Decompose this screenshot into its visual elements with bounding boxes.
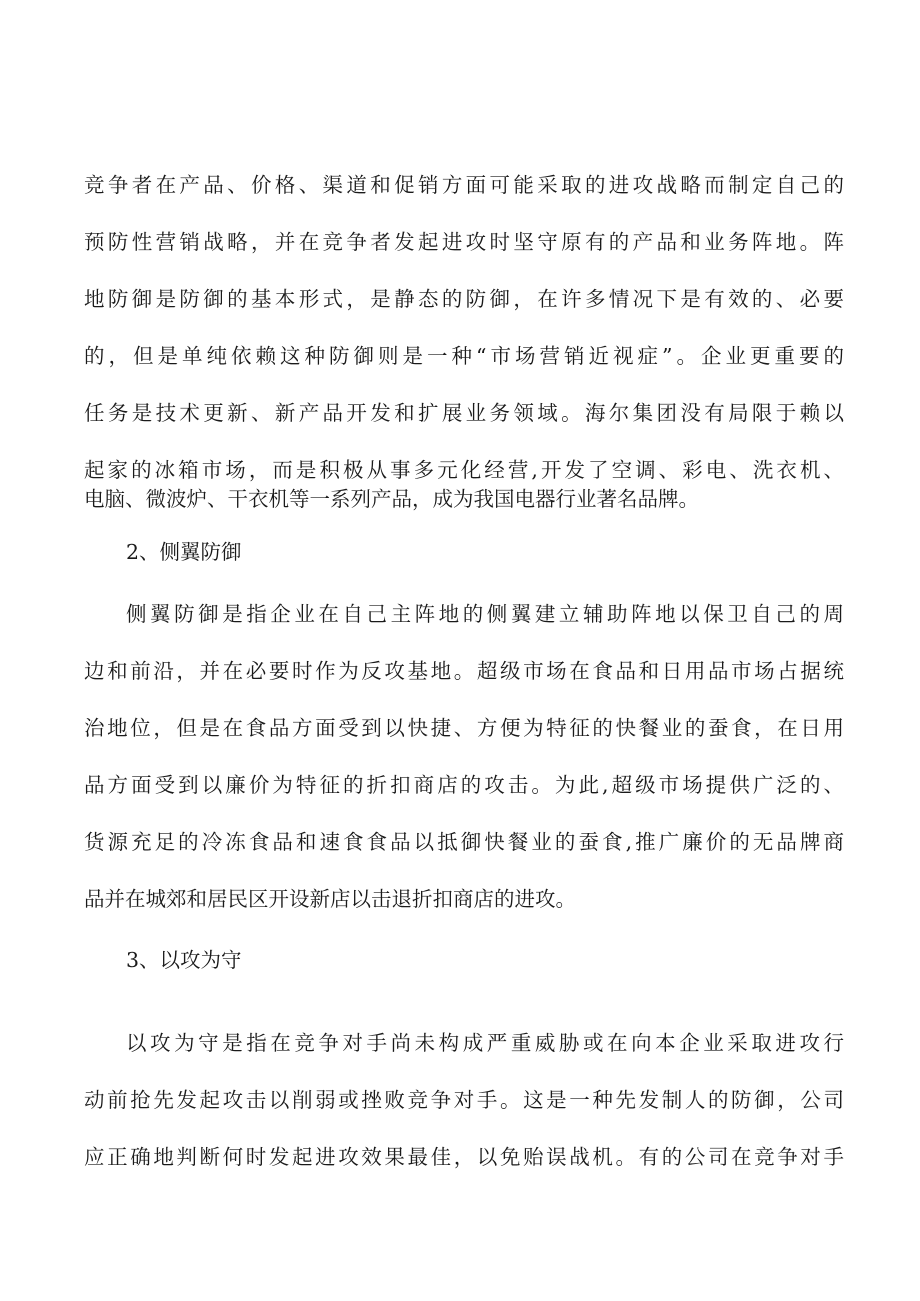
section-3-heading: 3、以攻为守	[126, 948, 242, 972]
text-line: 以攻为守是指在竞争对手尚未构成严重威胁或在向本企业采取进攻行	[126, 1031, 844, 1055]
text-line: 边和前沿，并在必要时作为反攻基地。超级市场在食品和日用品市场占据统	[84, 659, 844, 683]
section-2-heading: 2、侧翼防御	[126, 540, 242, 564]
text-line: 的，但是单纯依赖这种防御则是一种“市场营销近视症”。企业更重要的	[84, 344, 844, 368]
text-line: 起家的冰箱市场，而是积极从事多元化经营,开发了空调、彩电、洗衣机、	[84, 458, 844, 482]
text-line: 货源充足的冷冻食品和速食食品以抵御快餐业的蚕食,推广廉价的无品牌商	[84, 830, 844, 854]
text-line: 品方面受到以廉价为特征的折扣商店的攻击。为此,超级市场提供广泛的、	[84, 773, 844, 797]
text-line: 电脑、微波炉、干衣机等一系列产品，成为我国电器行业著名品牌。	[84, 487, 699, 511]
text-line: 侧翼防御是指企业在自己主阵地的侧翼建立辅助阵地以保卫自己的周	[126, 602, 844, 626]
text-line: 地防御是防御的基本形式，是静态的防御，在许多情况下是有效的、必要	[84, 287, 844, 311]
text-line: 品并在城郊和居民区开设新店以击退折扣商店的进攻。	[84, 887, 576, 911]
text-line: 预防性营销战略，并在竞争者发起进攻时坚守原有的产品和业务阵地。阵	[84, 230, 844, 254]
text-line: 应正确地判断何时发起进攻效果最佳，以免贻误战机。有的公司在竞争对手	[84, 1145, 844, 1169]
text-line: 治地位，但是在食品方面受到以快捷、方便为特征的快餐业的蚕食，在日用	[84, 716, 844, 740]
text-line: 任务是技术更新、新产品开发和扩展业务领域。海尔集团没有局限于赖以	[84, 401, 844, 425]
text-line: 竞争者在产品、价格、渠道和促销方面可能采取的进攻战略而制定自己的	[84, 173, 844, 197]
text-line: 动前抢先发起攻击以削弱或挫败竞争对手。这是一种先发制人的防御，公司	[84, 1088, 844, 1112]
